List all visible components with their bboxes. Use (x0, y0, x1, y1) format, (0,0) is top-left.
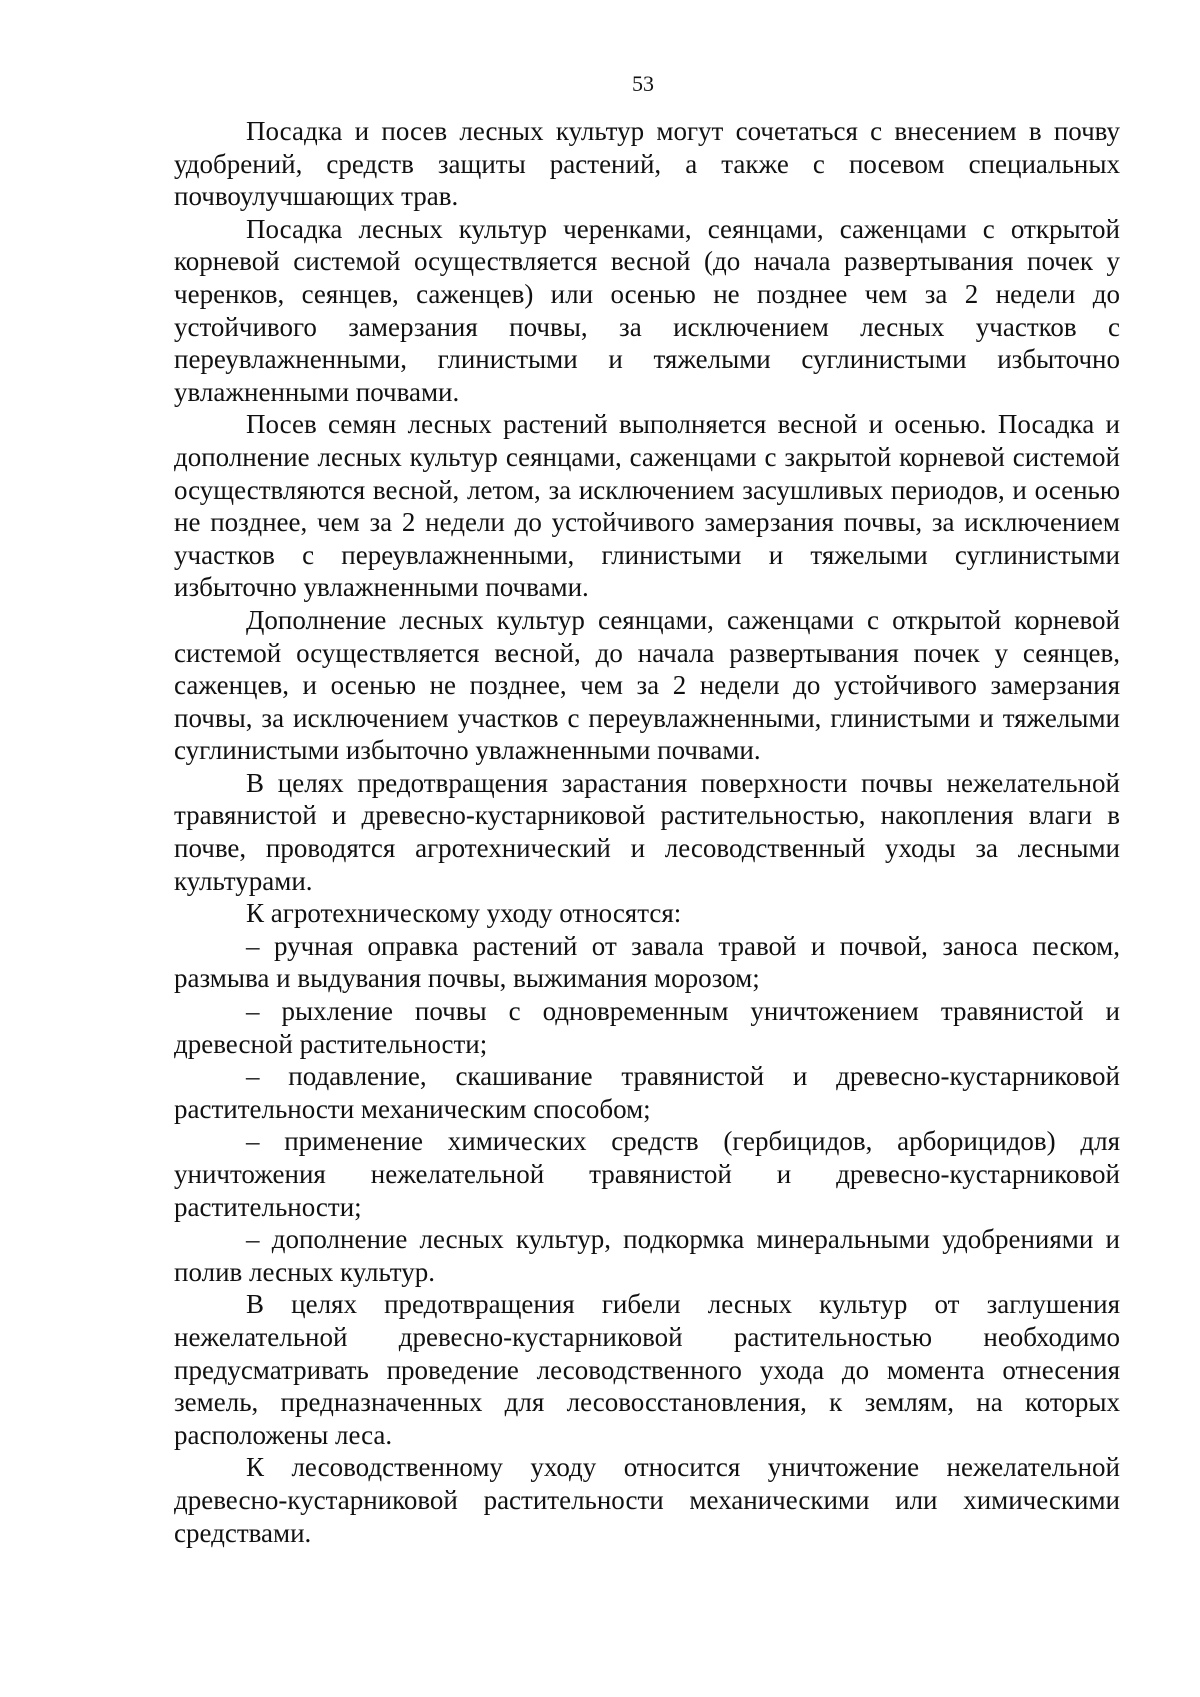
paragraph-agrotechnical-heading: К агротехническому уходу относятся: (246, 898, 682, 929)
paragraph-fertilizers: Посадка и посев лесных культур могут сочетаться с внесением в почву удобрений, средств защиты растений, а также с посевом специальных почвоулучшающих трав. (174, 116, 1120, 212)
list-item-loosening: – рыхление почвы с одновременным уничтожением травянистой и древесной растительности; (174, 996, 1120, 1059)
paragraph-silviculture-care-purpose: В целях предотвращения гибели лесных культур от заглушения нежелательной древесно-кустарниковой растительностью необходимо предусматривать проведение лесоводственного ухода до момента отнесения земель, предназначенных для лесовосстановления, к землям, на которых расположены леса. (174, 1289, 1120, 1450)
list-item-manual-correction: – ручная оправка растений от завала травой и почвой, заноса песком, размыва и выдувания почвы, выжимания морозом; (174, 930, 1120, 994)
paragraph-sowing-seeds: Посев семян лесных растений выполняется весной и осенью. Посадка и дополнение лесных культур сеянцами, саженцами с закрытой корневой системой осуществляются весной, летом, за исключением засушливых периодов, и осенью не позднее, чем за 2 недели до устойчивого замерзания почвы, за исключением участков с переувлажненными, глинистыми и тяжелыми суглинистыми избыточно увлажненными почвами. (174, 409, 1120, 603)
page-number: 53 (632, 71, 654, 96)
list-item-supplement-feeding: – дополнение лесных культур, подкормка минеральными удобрениями и полив лесных культур. (174, 1224, 1120, 1287)
document-body (174, 115, 1120, 1549)
paragraph-planting-open-roots: Посадка лесных культур черенками, сеянцами, саженцами с открытой корневой системой осуществляется весной (до начала развертывания почек у черенков, сеянцев, саженцев) или осенью не позднее чем за 2 недели до устойчивого замерзания почвы, за исключением лесных участков с переувлажненными, глинистыми и тяжелыми суглинистыми избыточно увлажненными почвами. (174, 213, 1120, 407)
list-item-chemicals: – применение химических средств (гербицидов, арборицидов) для уничтожения нежелательной травянистой и древесно-кустарниковой растительности; (174, 1126, 1120, 1222)
list-item-mowing: – подавление, скашивание травянистой и древесно-кустарниковой растительности механическим способом; (174, 1061, 1120, 1124)
paragraph-supplementing-cultures: Дополнение лесных культур сеянцами, саженцами с открытой корневой системой осуществляется весной, до начала развертывания почек у сеянцев, саженцев, и осенью не позднее, чем за 2 недели до устойчивого замерзания почвы, за исключением участков с переувлажненными, глинистыми и тяжелыми суглинистыми избыточно увлажненными почвами. (174, 604, 1120, 766)
paragraph-care-purpose: В целях предотвращения зарастания поверхности почвы нежелательной травянистой и древесно-кустарниковой растительностью, накопления влаги в почве, проводятся агротехнический и лесоводственный уходы за лесными культурами. (174, 767, 1120, 896)
paragraph-silviculture-care-definition: К лесоводственному уходу относится уничтожение нежелательной древесно-кустарниковой растительности механическими или химическими средствами. (174, 1452, 1120, 1548)
